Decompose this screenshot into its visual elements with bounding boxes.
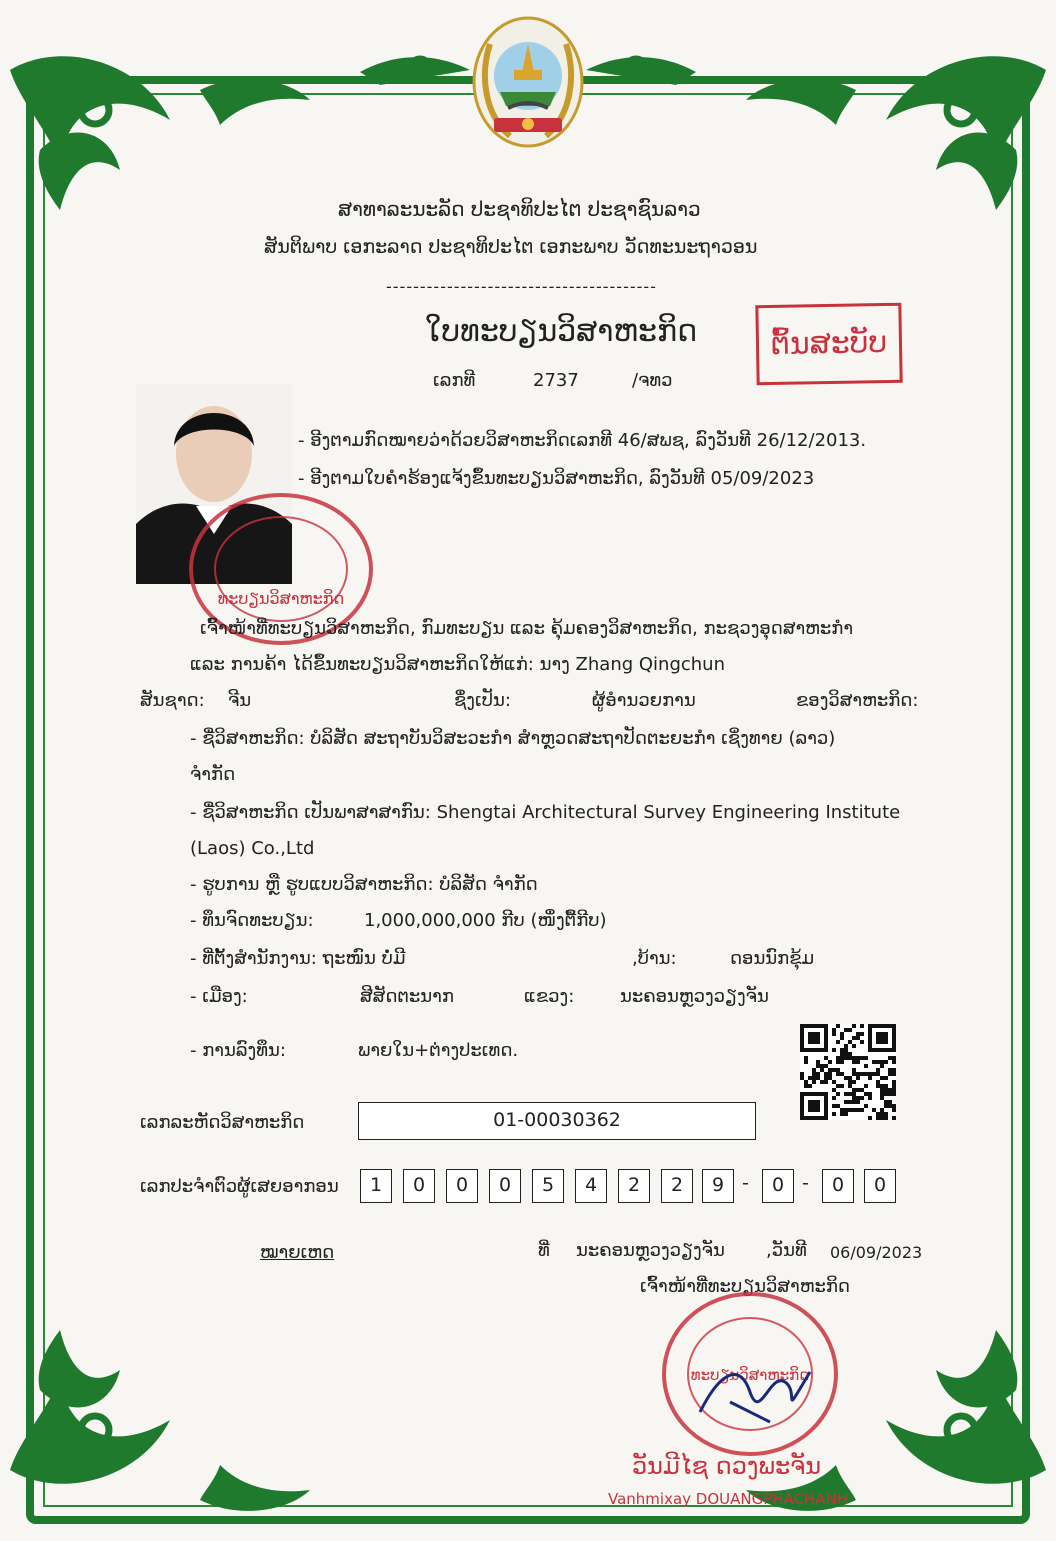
capital-label: - ທຶນຈົດທະບຽນ: <box>190 910 314 931</box>
village-label: ,ບ້ານ: <box>632 948 677 969</box>
date-label: ,ວັນທີ <box>766 1240 807 1261</box>
village-value: ດອນນົກຂຸ້ມ <box>730 948 815 969</box>
taxpayer-digit: 0 <box>864 1169 896 1203</box>
enterprise-code-label: ເລກລະຫັດວິສາຫະກິດ <box>140 1112 305 1133</box>
seal-label: ທະບຽນວິສາຫະກິດ <box>690 1366 810 1384</box>
header-divider: ---------------------------------------- <box>386 277 657 296</box>
taxpayer-id-label: ເລກປະຈຳຕົວຜູ້ເສຍອາກອນ <box>140 1176 339 1197</box>
national-emblem-icon <box>470 14 586 150</box>
position-value: ຜູ້ອຳນວຍການ <box>592 690 696 711</box>
issued-at-label: ທີ່ <box>538 1240 550 1261</box>
taxpayer-digit: 0 <box>762 1169 794 1203</box>
taxpayer-digit: 2 <box>661 1169 693 1203</box>
enterprise-form: - ຮູບການ ຫຼື ຮູບແບບວິສາຫະກິດ: ບໍລິສັດ ຈຳກັດ <box>190 874 538 895</box>
taxpayer-digit: 9 <box>702 1169 734 1203</box>
taxpayer-digit: 1 <box>360 1169 392 1203</box>
capital-value: 1,000,000,000 ກີບ (ໜຶ່ງຕື້ກີບ) <box>364 910 607 931</box>
taxpayer-separator: - <box>742 1172 749 1194</box>
signatory-name-latin: Vanhmixay DOUANGPHACHANH <box>608 1490 849 1508</box>
taxpayer-digit: 5 <box>532 1169 564 1203</box>
enterprise-name-foreign-cont: (Laos) Co.,Ltd <box>190 838 315 859</box>
reference-law: - ອີງຕາມກົດໝາຍວ່າດ້ວຍວິສາຫະກິດເລກທີ 46/ສພຊ, ລົງວັນທີ 26/12/2013. <box>298 430 867 451</box>
district-label: - ເມືອງ: <box>190 986 248 1007</box>
qr-code[interactable] <box>800 1024 896 1120</box>
grant-line-2: ແລະ ການຄ້າ ໄດ້ຂຶ້ນທະບຽນວິສາຫະກິດໃຫ້ແກ່: ນາງ Zhang Qingchun <box>190 654 725 675</box>
remark-label: ໝາຍເຫດ <box>260 1242 335 1263</box>
grant-line-1: ເຈົ້າໜ້າທີ່ທະບຽນວິສາຫະກິດ, ກົມທະບຽນ ແລະ ຄຸ້ມຄອງວິສາຫະກິດ, ກະຊວງອຸດສາຫະກຳ <box>200 618 854 639</box>
issued-place: ນະຄອນຫຼວງວຽງຈັນ <box>576 1240 725 1261</box>
issue-date: 06/09/2023 <box>830 1243 923 1262</box>
taxpayer-digit: 0 <box>446 1169 478 1203</box>
signatory-name-lao: ວັນມີໄຊ ດວງພະຈັນ <box>632 1452 821 1480</box>
position-label: ຊຶ່ງເປັນ: <box>454 690 511 711</box>
enterprise-code-value: 01-00030362 <box>358 1102 756 1140</box>
nationality-value: ຈີນ <box>228 690 252 711</box>
taxpayer-digit: 0 <box>489 1169 521 1203</box>
investment-value: ພາຍໃນ+ຕ່າງປະເທດ. <box>358 1040 519 1061</box>
enterprise-name-lao: - ຊື່ວິສາຫະກິດ: ບໍລິສັດ ສະຖາບັນວິສະວະກຳ ສຳຫຼວດສະຖາປັດຕະຍະກຳ ເຊິ່ງທາຍ (ລາວ) <box>190 728 836 749</box>
enterprise-name-lao-cont: ຈຳກັດ <box>190 764 236 785</box>
taxpayer-separator: - <box>802 1172 809 1194</box>
header-line-2: ສັນຕິພາບ ເອກະລາດ ປະຊາທິປະໄຕ ເອກະພາບ ວັດທະນະຖາວອນ <box>264 236 758 258</box>
signature <box>690 1352 830 1432</box>
enterprise-name-foreign: - ຊື່ວິສາຫະກິດ ເປັນພາສາສາກົນ: Shengtai Architectural Survey Engineering Institute <box>190 802 901 823</box>
officer-title: ເຈົ້າໜ້າທີ່ທະບຽນວິສາຫະກິດ <box>640 1276 850 1297</box>
investment-label: - ການລົງທຶນ: <box>190 1040 286 1061</box>
province-value: ນະຄອນຫຼວງວຽງຈັນ <box>620 986 769 1007</box>
province-label: ແຂວງ: <box>524 986 575 1007</box>
number-suffix: /ຈທວ <box>632 370 673 391</box>
document-title: ໃບທະບຽນວິສາຫະກິດ <box>425 314 698 349</box>
header-line-1: ສາທາລະນະລັດ ປະຊາທິປະໄຕ ປະຊາຊົນລາວ <box>338 197 701 221</box>
number-value: 2737 <box>533 370 579 391</box>
number-label: ເລກທີ <box>433 370 476 391</box>
address-label: - ທີ່ຕັ້ງສຳນັກງານ: ຖະໜົນ ບໍ່ມີ <box>190 948 406 969</box>
reference-application: - ອີງຕາມໃບຄຳຮ້ອງແຈ້ງຂຶ້ນທະບຽນວິສາຫະກິດ, ລົງວັນທີ 05/09/2023 <box>298 468 815 489</box>
taxpayer-digit: 0 <box>822 1169 854 1203</box>
taxpayer-digit: 0 <box>403 1169 435 1203</box>
taxpayer-digit: 2 <box>618 1169 650 1203</box>
taxpayer-digit: 4 <box>575 1169 607 1203</box>
original-copy-stamp: ຕົ້ນສະບັບ <box>755 303 902 386</box>
district-value: ສີສັດຕະນາກ <box>360 986 454 1007</box>
nationality-label: ສັນຊາດ: <box>140 690 205 711</box>
seal-label: ທະບຽນວິສາຫະກິດ <box>217 589 345 608</box>
enterprise-of-label: ຂອງວິສາຫະກິດ: <box>796 690 919 711</box>
